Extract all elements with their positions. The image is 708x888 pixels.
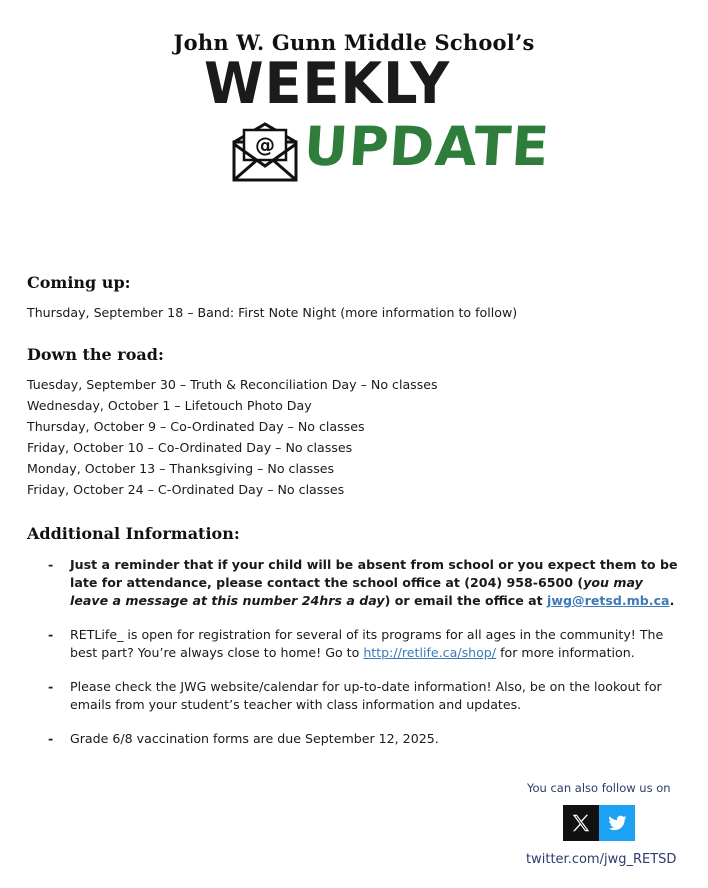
update-logo-text: UPDATE [301, 115, 552, 178]
list-item: - Please check the JWG website/calendar for up-to-date information! Also, be on the lookout for emails from your student’s teacher with class information and updates. [48, 678, 678, 714]
down-the-road-item: Wednesday, October 1 – Lifetouch Photo Day [27, 398, 312, 413]
down-the-road-item: Monday, October 13 – Thanksgiving – No classes [27, 461, 335, 476]
twitter-bird-icon[interactable] [599, 805, 635, 841]
twitter-handle[interactable]: twitter.com/jwg_RETSD [526, 852, 677, 867]
down-the-road-item: Thursday, October 9 – Co-Ordinated Day – No classes [27, 419, 365, 434]
x-logo-icon[interactable] [563, 805, 599, 841]
down-the-road-item: Friday, October 24 – C-Ordinated Day – No classes [27, 482, 345, 497]
additional-info-list [48, 556, 678, 764]
school-title: John W. Gunn Middle School’s [173, 30, 535, 55]
follow-us-text: You can also follow us on [527, 781, 671, 795]
office-email-link[interactable]: jwg@retsd.mb.ca [547, 593, 670, 608]
coming-up-heading: Coming up: [27, 273, 131, 292]
at-symbol: @ [255, 133, 275, 157]
down-the-road-heading: Down the road: [27, 345, 164, 364]
down-the-road-item: Tuesday, September 30 – Truth & Reconciliation Day – No classes [27, 377, 438, 392]
list-item: - Grade 6/8 vaccination forms are due September 12, 2025. [48, 730, 678, 748]
list-item: - Just a reminder that if your child will be absent from school or you expect them to be late for attendance, please contact the school office at (204) 958-6500 (you may leave a message at this number 24hrs a day) or email the office at jwg@retsd.mb.ca. [48, 556, 678, 610]
retlife-link[interactable]: http://retlife.ca/shop/ [363, 645, 497, 660]
weekly-logo-text: WEEKLY [204, 50, 451, 117]
additional-info-heading: Additional Information: [27, 524, 240, 543]
list-item: - RETLife_ is open for registration for several of its programs for all ages in the community! The best part? You’re always close to home! Go to http://retlife.ca/shop/ for more information. [48, 626, 678, 662]
down-the-road-item: Friday, October 10 – Co-Ordinated Day – No classes [27, 440, 353, 455]
coming-up-item: Thursday, September 18 – Band: First Note Night (more information to follow) [27, 305, 518, 320]
envelope-at-icon [230, 122, 300, 182]
social-icons [563, 805, 635, 841]
